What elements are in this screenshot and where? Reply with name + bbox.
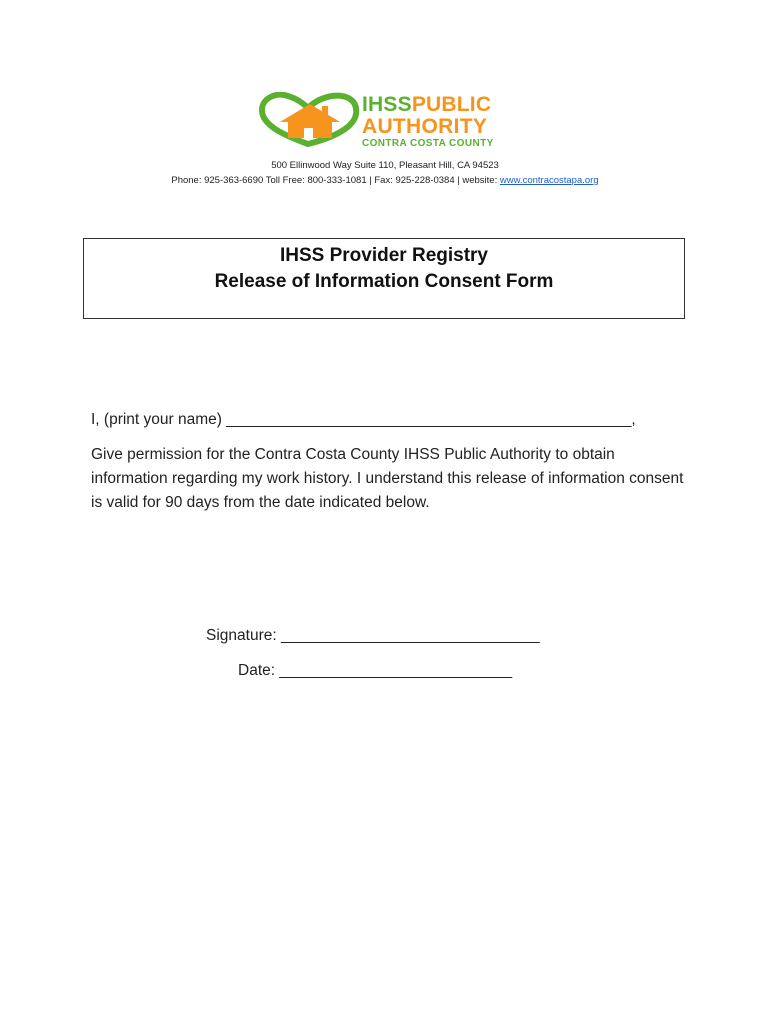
form-title: IHSS Provider Registry (279, 245, 489, 266)
date-field[interactable]: Date: ___________________________ (238, 662, 513, 679)
logo-authority-text: AUTHORITY (362, 115, 488, 138)
logo-public-text: PUBLIC (411, 93, 492, 116)
ihss-public-authority-logo (258, 92, 514, 148)
contact-line (0, 173, 770, 188)
heart-house-icon (258, 92, 362, 148)
signature-field[interactable]: Signature: ______________________________ (206, 627, 540, 644)
form-subtitle: Release of Information Consent Form (214, 271, 554, 292)
website-link[interactable]: www.contracostapa.org (499, 175, 599, 186)
address-line: 500 Ellinwood Way Suite 110, Pleasant Hill, CA 94523 (271, 160, 499, 171)
phone-fax-text: Phone: 925-363-6690 Toll Free: 800-333-1081 | Fax: 925-228-0384 | website: (171, 175, 500, 186)
form-title-box (83, 238, 685, 319)
print-name-field[interactable]: I, (print your name) _______________________________________________, (91, 411, 636, 428)
logo-ihss-text: IHSS (362, 93, 412, 116)
logo-county-text: CONTRA COSTA COUNTY (362, 138, 494, 149)
consent-paragraph: Give permission for the Contra Costa County IHSS Public Authority to obtain information regarding my work history. I understand this release of information consent is valid for 90 days from the date indicated below. (91, 446, 684, 511)
